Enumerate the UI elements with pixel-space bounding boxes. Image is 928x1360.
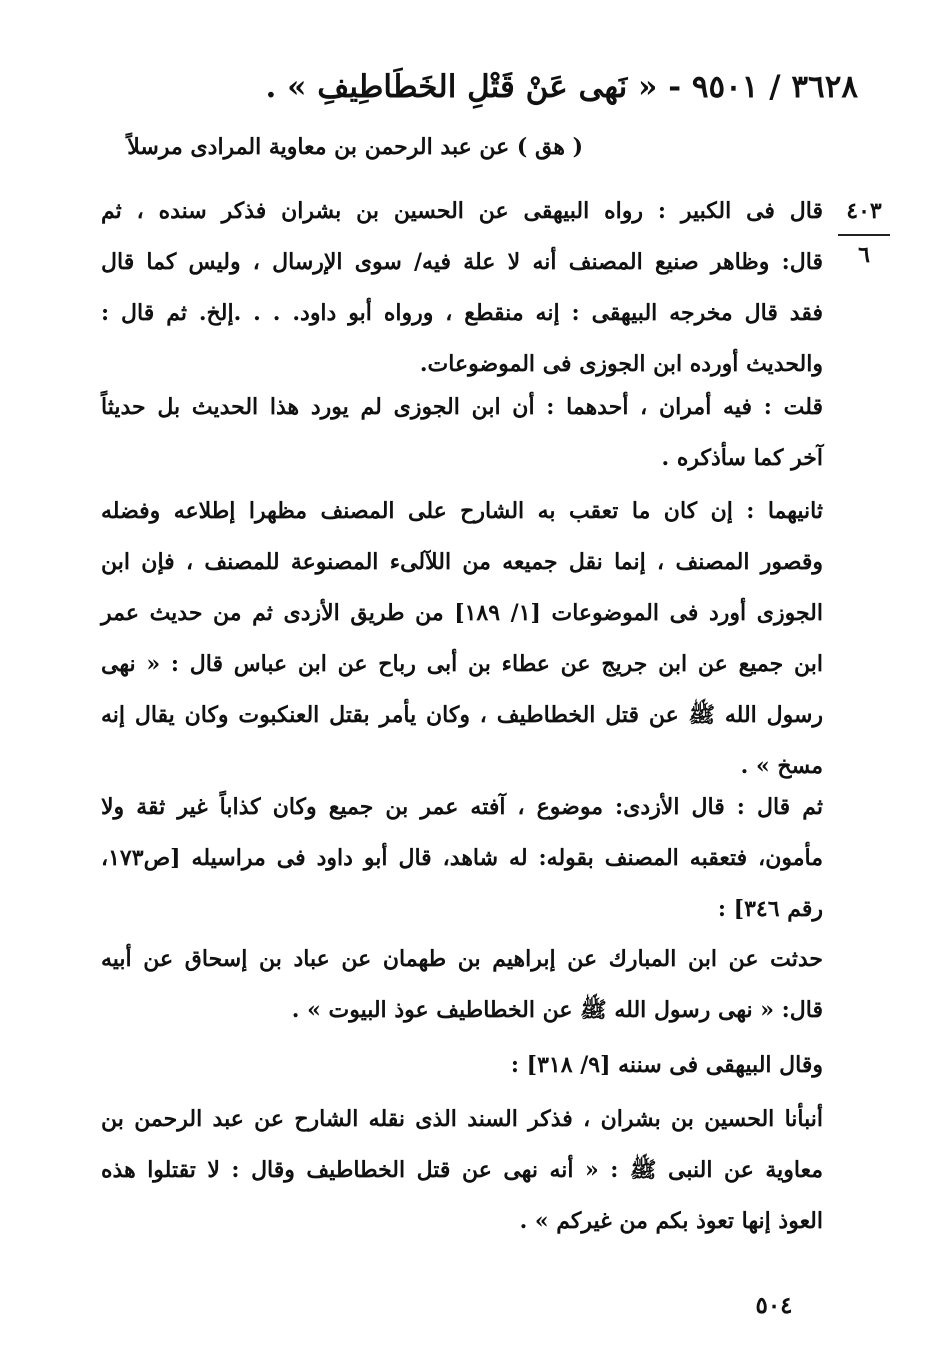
- text-line: ثانيهما : إن كان ما تعقب به الشارح على المصنف مظهرا إطلاعه وفضله: [101, 498, 823, 524]
- text-line: مسخ » .: [740, 753, 823, 779]
- text-line: حدثت عن ابن المبارك عن إبراهيم بن طهمان عن عباد بن إسحاق عن أبيه: [101, 946, 823, 972]
- text-line: معاوية عن النبى ﷺ : « أنه نهى عن قتل الخطاطيف وقال : لا تقتلوا هذه: [101, 1157, 823, 1183]
- commentary-paragraph-2: [101, 382, 823, 484]
- text-line: العوذ إنها تعوذ بكم من غيركم » .: [519, 1208, 823, 1234]
- hadith-source-line: ( هق ) عن عبد الرحمن بن معاوية المرادى مرسلاً: [127, 134, 583, 160]
- page-number: ٥٠٤: [755, 1292, 793, 1319]
- hadith-heading: ٣٦٢٨ / ٩٥٠١ - « نَهى عَنْ قَتْلِ الخَطَاطِيفِ » .: [265, 69, 858, 105]
- text-line: قلت : فيه أمران ، أحدهما : أن ابن الجوزى لم يورد هذا الحديث بل حديثاً: [101, 394, 823, 420]
- text-line: ابن جميع عن ابن جريج عن عطاء بن أبى رباح عن ابن عباس قال : « نهى: [101, 651, 823, 677]
- text-line: رسول الله ﷺ عن قتل الخطاطيف ، وكان يأمر بقتل العنكبوت وكان يقال إنه: [101, 702, 823, 728]
- text-line: فقد قال مخرجه البيهقى : إنه منقطع ، ورواه أبو داود. . . .إلخ. ثم قال :: [101, 300, 823, 326]
- text-line: مأمون، فتعقبه المصنف بقوله: له شاهد، قال أبو داود فى مراسيله [ص١٧٣،: [101, 845, 823, 871]
- commentary-paragraph-6: [101, 1040, 823, 1091]
- commentary-paragraph-7: [101, 1094, 823, 1247]
- text-line: رقم ٣٤٦] :: [717, 896, 823, 922]
- text-line: ثم قال : قال الأزدى: موضوع ، آفته عمر بن جميع وكان كذاباً غير ثقة ولا: [101, 794, 823, 820]
- text-line: قال: « نهى رسول الله ﷺ عن الخطاطيف عوذ البيوت » .: [291, 997, 823, 1023]
- text-line: وقصور المصنف ، إنما نقل جميعه من اللآلىء المصنوعة للمصنف ، فإن ابن: [101, 549, 823, 575]
- commentary-paragraph-1: [101, 186, 823, 390]
- commentary-paragraph-3: [101, 486, 823, 792]
- margin-reference-denominator: ٦: [858, 242, 870, 268]
- commentary-paragraph-4: [101, 782, 823, 935]
- text-line: والحديث أورده ابن الجوزى فى الموضوعات.: [419, 351, 823, 377]
- text-line: قال فى الكبير : رواه البيهقى عن الحسين بن بشران فذكر سنده ، ثم: [101, 198, 823, 224]
- commentary-paragraph-5: [101, 934, 823, 1036]
- text-line: آخر كما سأذكره .: [661, 445, 823, 471]
- margin-reference: [836, 198, 892, 268]
- text-line: الجوزى أورد فى الموضوعات [١/ ١٨٩] من طريق الأزدى ثم من حديث عمر: [101, 600, 823, 626]
- margin-reference-divider: [838, 234, 890, 236]
- text-line: أنبأنا الحسين بن بشران ، فذكر السند الذى نقله الشارح عن عبد الرحمن بن: [101, 1106, 823, 1132]
- text-line: قال: وظاهر صنيع المصنف أنه لا علة فيه/ سوى الإرسال ، وليس كما قال: [101, 249, 823, 275]
- margin-reference-numerator: ٤٠٣: [846, 198, 882, 224]
- text-line: وقال البيهقى فى سننه [٩/ ٣١٨] :: [510, 1052, 823, 1078]
